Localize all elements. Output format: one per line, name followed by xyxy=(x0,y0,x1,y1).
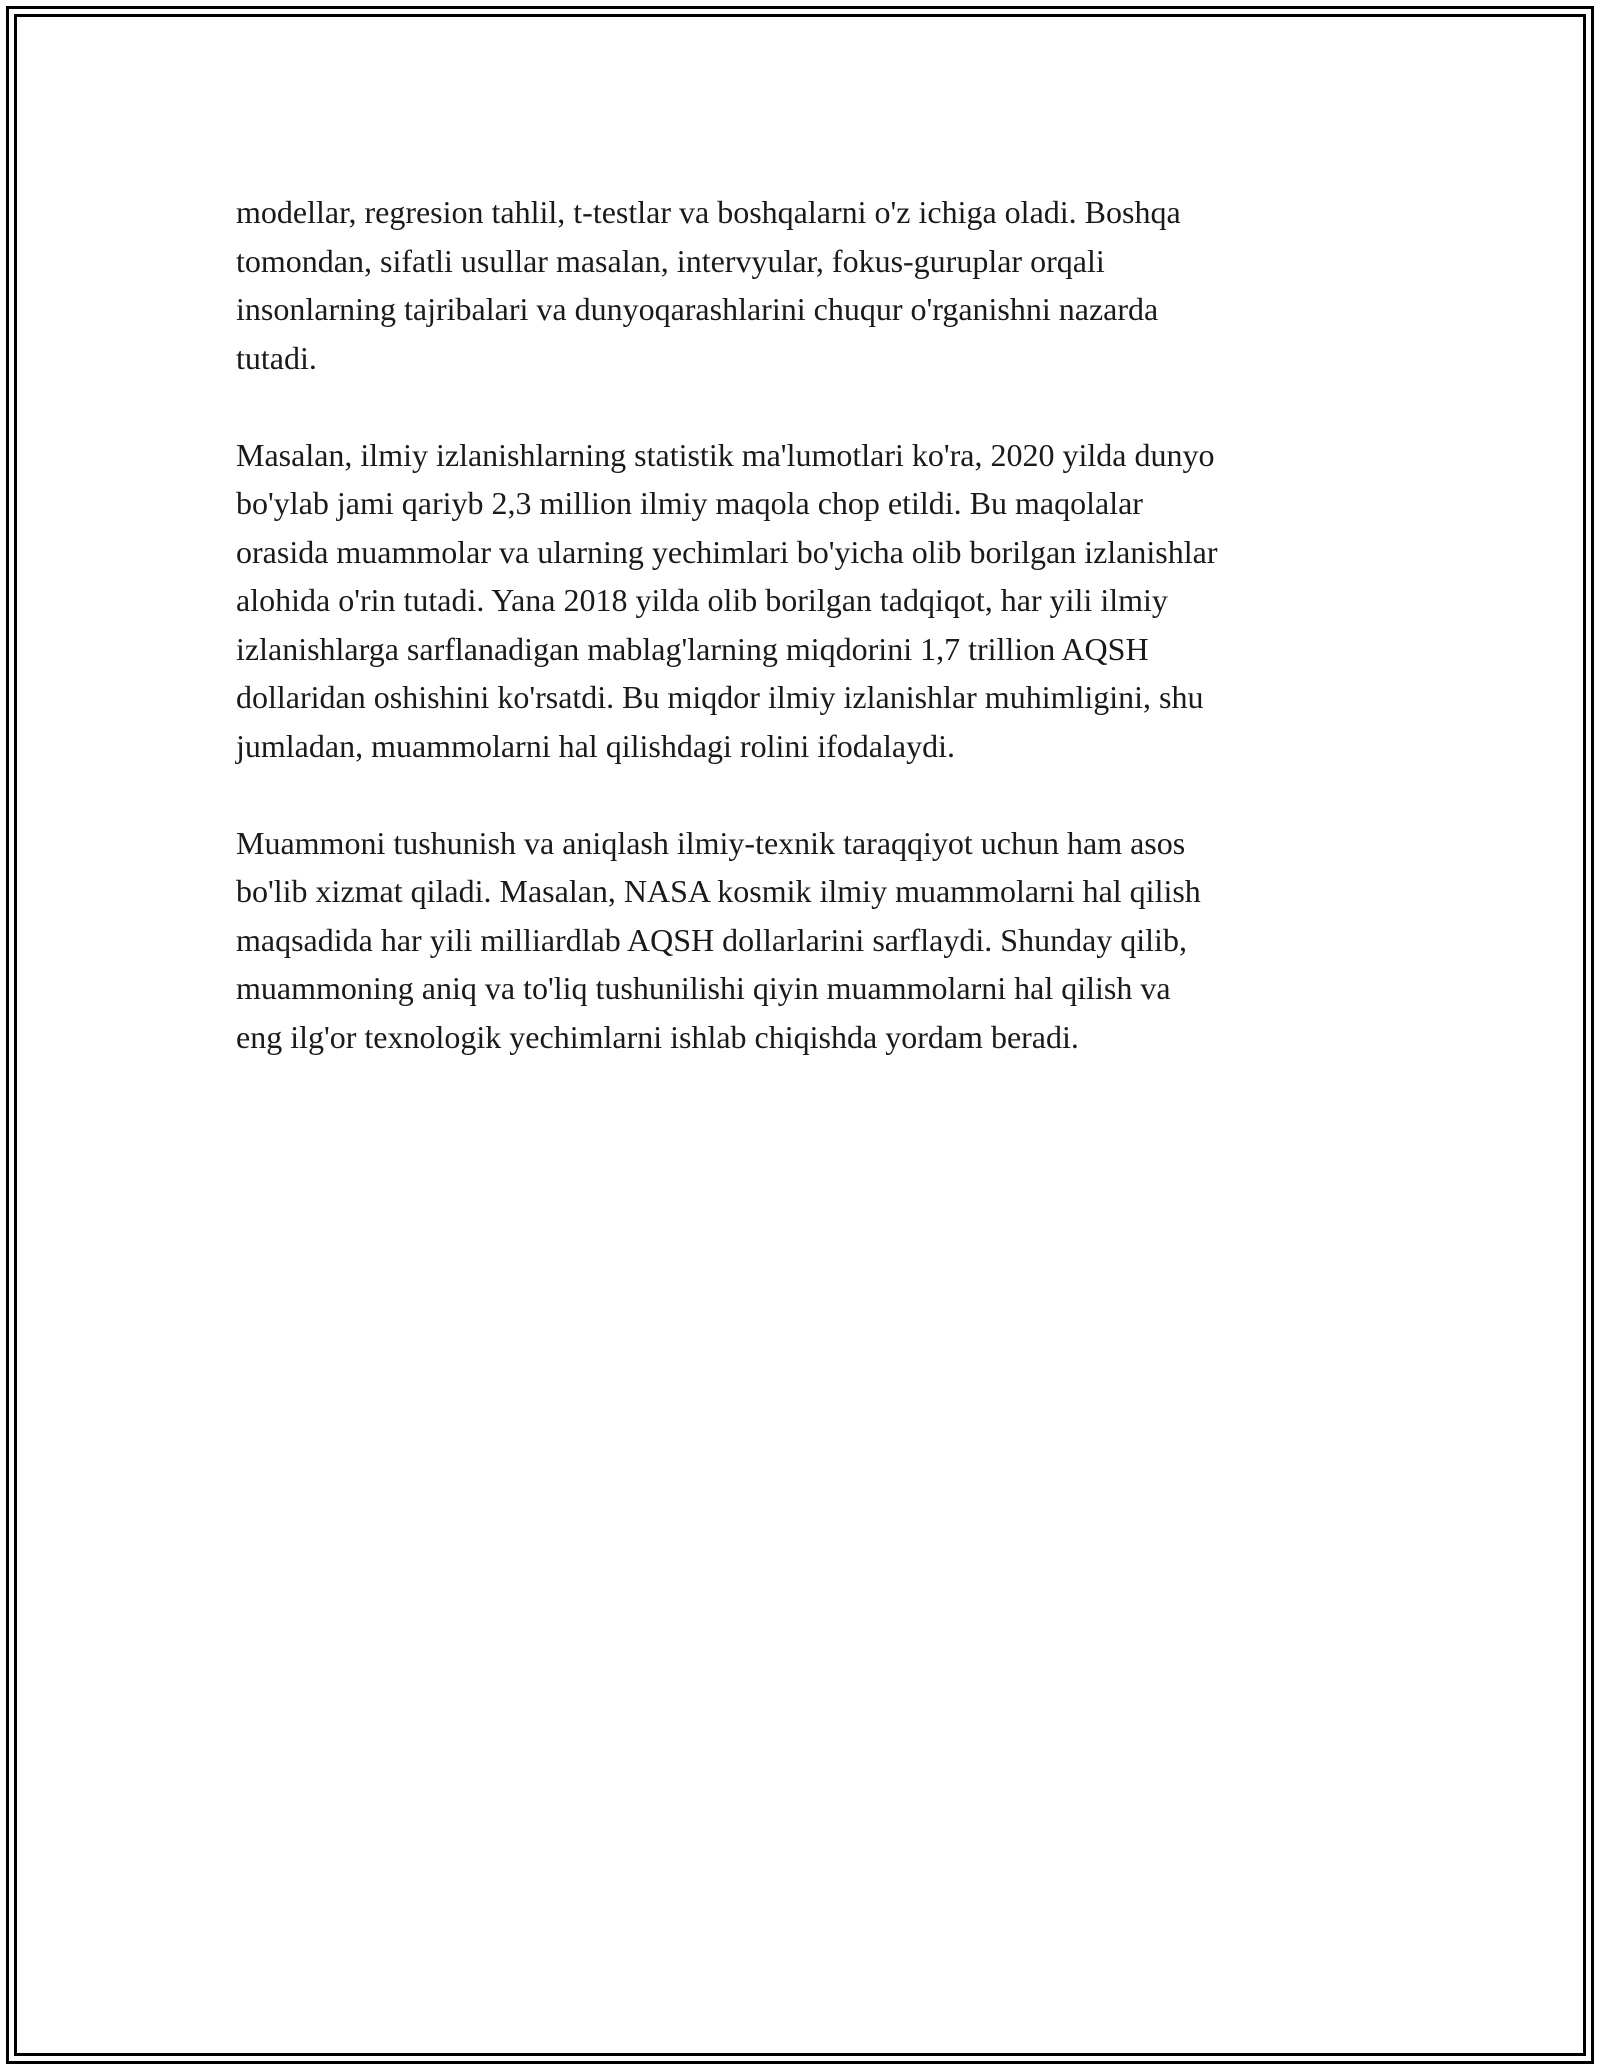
text-line: Masalan, ilmiy izlanishlarning statistik ma'lumotlari ko'ra, 2020 yilda dunyo xyxy=(236,436,1215,473)
paragraph-statistics xyxy=(236,431,1366,771)
text-line: bo'ylab jami qariyb 2,3 million ilmiy maqola chop etildi. Bu maqolalar xyxy=(236,485,1143,521)
text-line: dollaridan oshishini ko'rsatdi. Bu miqdor ilmiy izlanishlar muhimligini, shu xyxy=(236,679,1204,715)
text-line: eng ilg'or texnologik yechimlarni ishlab chiqishda yordam beradi. xyxy=(236,1018,1079,1055)
document-body xyxy=(236,188,1366,1110)
text-line: maqsadida har yili milliardlab AQSH dollarlarini sarflaydi. Shunday qilib, xyxy=(236,921,1187,958)
text-line: alohida o'rin tutadi. Yana 2018 yilda olib borilgan tadqiqot, har yili ilmiy xyxy=(236,582,1168,618)
text-line: muammoning aniq va to'liq tushunilishi qiyin muammolarni hal qilish va xyxy=(236,970,1171,1006)
text-line: orasida muammolar va ularning yechimlari bo'yicha olib borilgan izlanishlar xyxy=(236,533,1218,570)
text-line: tomondan, sifatli usullar masalan, intervyular, fokus-guruplar orqali xyxy=(236,242,1105,279)
text-line: insonlarning tajribalari va dunyoqarashlarini chuqur o'rganishni nazarda xyxy=(236,291,1159,327)
text-line: modellar, regresion tahlil, t-testlar va boshqalarni o'z ichiga oladi. Boshqa xyxy=(236,194,1181,230)
paragraph-progress xyxy=(236,819,1366,1062)
paragraph-methods xyxy=(236,188,1366,382)
text-line: Muammoni tushunish va aniqlash ilmiy-texnik taraqqiyot uchun ham asos xyxy=(236,824,1186,861)
text-line: tutadi. xyxy=(236,339,317,376)
text-line: izlanishlarga sarflanadigan mablag'larning miqdorini 1,7 trillion AQSH xyxy=(236,630,1149,667)
text-line: bo'lib xizmat qiladi. Masalan, NASA kosmik ilmiy muammolarni hal qilish xyxy=(236,873,1201,909)
text-line: jumladan, muammolarni hal qilishdagi rolini ifodalaydi. xyxy=(236,727,955,764)
